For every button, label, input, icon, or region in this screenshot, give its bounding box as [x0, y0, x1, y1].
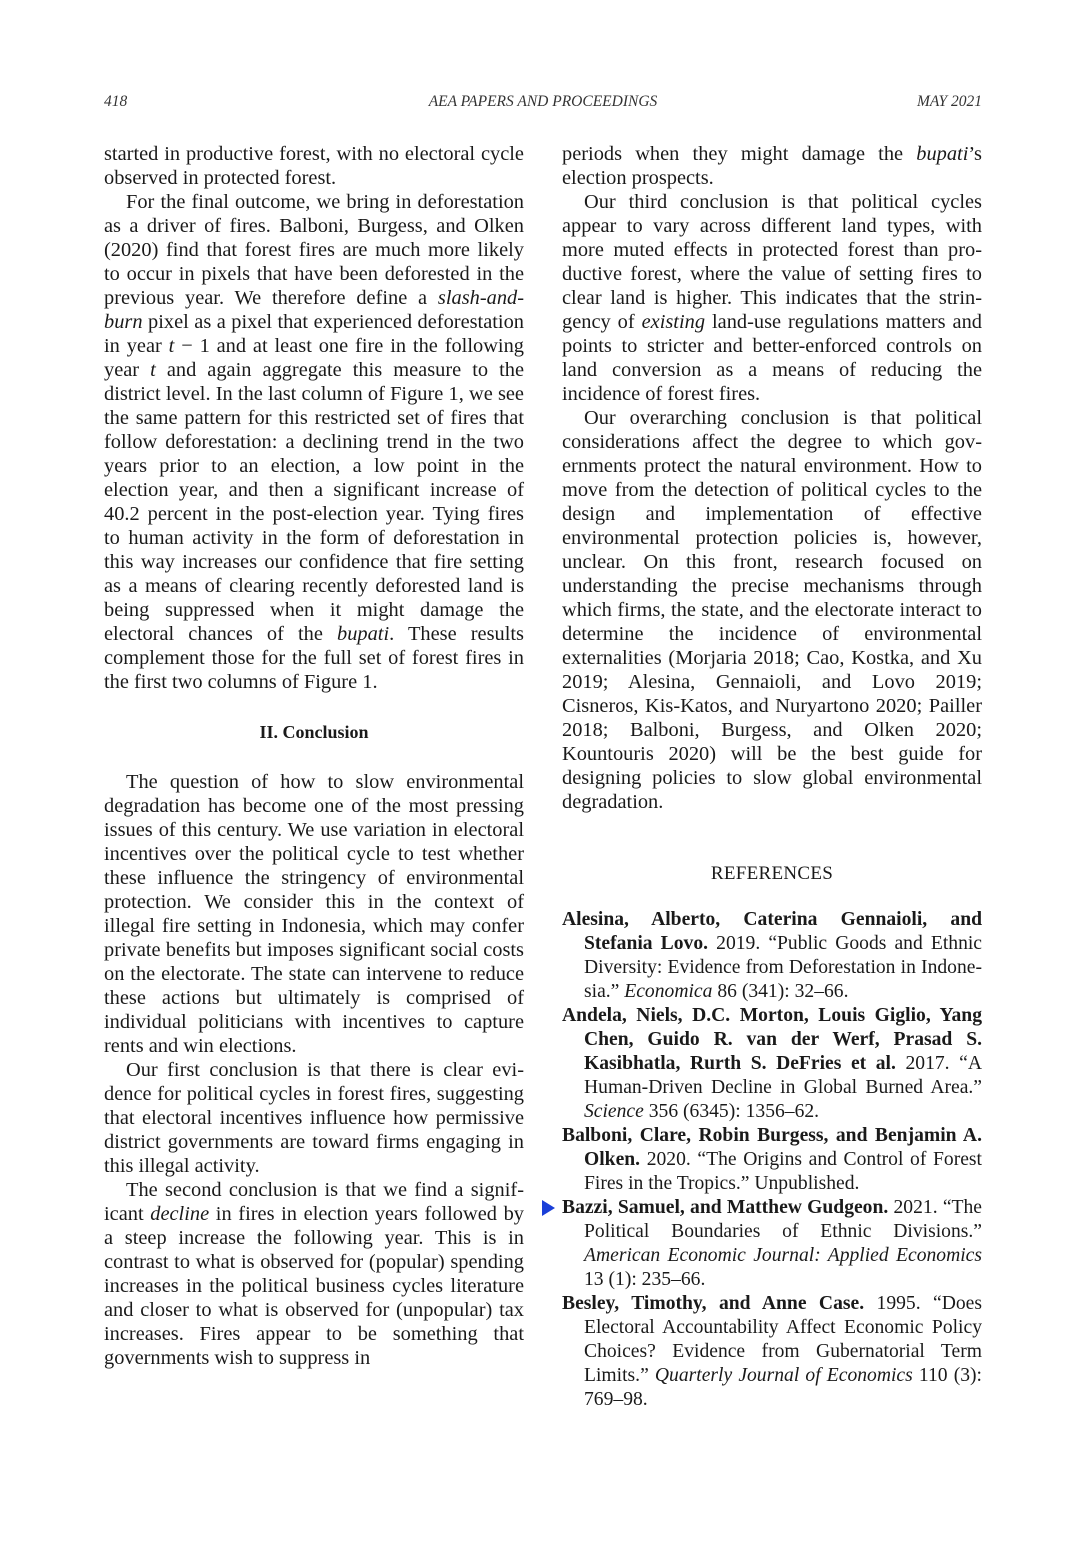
reference-text: 2019. “Public Goods and Ethnic Diversity: Evidence from Deforestation in Indonesia.”: [584, 933, 983, 1002]
paragraph: [104, 142, 524, 190]
references-heading: REFERENCES: [710, 863, 834, 884]
reference-authors: Balboni, Clare, Robin Burgess, and Benjamin A. Olken.: [562, 1125, 982, 1170]
reference-text: 13 (1): 235–66.: [584, 1269, 706, 1290]
paragraph: [104, 1178, 524, 1370]
reference-text: 1995. “Does Electoral Accountability Affect Economic Policy Choices? Evidence from Gubernatorial Term Limits.”: [584, 1293, 982, 1386]
paragraph-text: and again aggregate this measure to the district level. In the last column of Figure 1, we see the same pattern for this restricted set of fires that follow deforestation: a declining trend in the two years prior to an election, a low point in the election year, and then a significant increase of 40.2 percent in the post-election year. Tying fires to human activity in the form of deforestation in this way increases our confidence that fire setting as a means of clearing recently deforested land is being suppressed when it might damage the electoral chances of the: [104, 359, 524, 645]
paragraph-text: Our overarching conclusion is that political considerations affect the degree to which governments protect the natural environment. How to move from the detection of political cycles to the design and implementation of effective environmental protection policies is, however, unclear. On this front, research focused on understanding the precise mechanisms through which firms, the state, and the electorate interact to determine the incidence of environmental externalities (Morjaria 2018; Cao, Kostka, and Xu 2019; Alesina, Gennaioli, and Lovo 2019; Cisneros, Kis-Katos, and Nuryartono 2020; Pailler 2018; Balboni, Burgess, and Olken 2020; Kountouris 2020) will be the best guide for designing policies to slow global environmental degradation.: [562, 407, 982, 813]
reference-authors: Bazzi, Samuel, and Matthew Gudgeon.: [562, 1197, 889, 1218]
paragraph-text: periods when they might damage the: [562, 143, 917, 165]
reference-entry[interactable]: [562, 908, 982, 1004]
paragraph-text: − 1 and at least one fire in the following year: [104, 335, 524, 381]
reference-entry[interactable]: [562, 1292, 982, 1412]
paragraph-text: Our third conclusion is that political cycles appear to vary across different land types, with more muted effects in protected forest than productive forest, where the value of setting fires to clear land is higher. This indicates that the stringency of: [562, 191, 982, 333]
paragraph: [562, 190, 982, 406]
link-marker-icon[interactable]: [542, 1200, 555, 1216]
paragraph-text: in fires in election years followed by a steep increase the following year. This is in contrast to what is observed for (popular) spending increases in the political business cycles literature and closer to what is observed for (unpopular) tax increases. Fires appear to be something that governments wish to suppress in: [104, 1203, 524, 1369]
paragraph-text: The question of how to slow environmental degradation has become one of the most pressing issues of this century. We use variation in electoral incentives over the political cycle to test whether these influence the stringency of environmental protection. We consider this in the context of illegal fire setting in Indonesia, which may confer private benefits but imposes significant social costs on the electorate. The state can intervene to reduce these actions but ultimately is comprised of individual politicians with incentives to capture rents and win elections.: [104, 771, 524, 1057]
reference-text: 110 (3): 769–98.: [584, 1365, 982, 1410]
emphasis-text: decline: [150, 1203, 210, 1225]
emphasis-text: bupati: [337, 623, 390, 645]
section-heading: II. Conclusion: [259, 722, 369, 742]
reference-text: 2017. “A Human-Driven Decline in Global Burned Area.”: [584, 1053, 982, 1098]
reference-journal: American Economic Journal: Applied Economics: [584, 1245, 982, 1266]
paragraph-text: land-use regulations matters and points to stricter and better-enforced controls on land conversion as a means of reducing the incidence of forest fires.: [562, 311, 982, 405]
reference-authors: Andela, Niels, D.C. Morton, Louis Giglio, Yang Chen, Guido R. van der Werf, Prasad S. Kasibhatla, Rurth S. DeFries et al.: [562, 1005, 982, 1074]
emphasis-text: existing: [641, 311, 706, 333]
reference-text: 2020. “The Origins and Control of Forest Fires in the Tropics.” Unpublished.: [584, 1149, 982, 1194]
right-column: [562, 142, 982, 1412]
paragraph-text: For the final outcome, we bring in deforestation as a driver of fires. Balboni, Burgess, and Olken (2020) find that forest fires are much more likely to occur in pixels that have been deforested in the previous year. We therefore define a: [104, 191, 524, 309]
paragraph: [562, 142, 982, 190]
reference-text: 86 (341): 32–66.: [712, 981, 849, 1002]
running-head: [104, 93, 982, 117]
reference-entry[interactable]: [562, 1124, 982, 1196]
reference-journal: Science: [584, 1101, 644, 1122]
reference-text: 2021. “The Political Boundaries of Ethnic Divisions.”: [584, 1197, 982, 1242]
issue-date: MAY 2021: [916, 93, 982, 110]
paragraph-text: started in productive forest, with no electoral cycle observed in protected forest.: [104, 143, 524, 189]
paragraph: [104, 1058, 524, 1178]
emphasis-text: bupati: [916, 143, 969, 165]
paragraph-text: . These results complement those for the full set of forest fires in the first two columns of Figure 1.: [104, 623, 524, 693]
paragraph: [104, 770, 524, 1058]
reference-authors: Besley, Timothy, and Anne Case.: [562, 1293, 865, 1314]
reference-journal: Quarterly Journal of Economics: [654, 1365, 913, 1386]
paragraph-text: ’s election prospects.: [562, 143, 982, 189]
reference-text: 356 (6345): 1356–62.: [643, 1101, 820, 1122]
journal-name: AEA PAPERS AND PROCEEDINGS: [428, 93, 658, 110]
left-column: [104, 142, 524, 1370]
math-variable: t: [168, 335, 175, 357]
reference-authors: Alesina, Alberto, Caterina Gennaioli, and Stefania Lovo.: [562, 909, 982, 954]
reference-list: [562, 908, 982, 1412]
paragraph: [562, 406, 982, 814]
reference-entry[interactable]: [562, 1196, 982, 1292]
page-number: 418: [104, 93, 128, 110]
paragraph-text: Our first conclusion is that there is clear evidence for political cycles in forest fires, suggesting that electoral incentives influence how permissive district governments are toward firms engaging in this illegal activity.: [104, 1059, 524, 1177]
reference-journal: Economica: [624, 981, 713, 1002]
math-variable: t: [150, 359, 156, 381]
reference-entry[interactable]: [562, 1004, 982, 1124]
paragraph-text: The second conclusion is that we find a significant: [104, 1179, 524, 1225]
emphasis-text: slash-and-burn: [104, 287, 524, 333]
paragraph-text: pixel as a pixel that experienced deforestation in year: [104, 311, 524, 357]
paragraph: [104, 190, 524, 694]
